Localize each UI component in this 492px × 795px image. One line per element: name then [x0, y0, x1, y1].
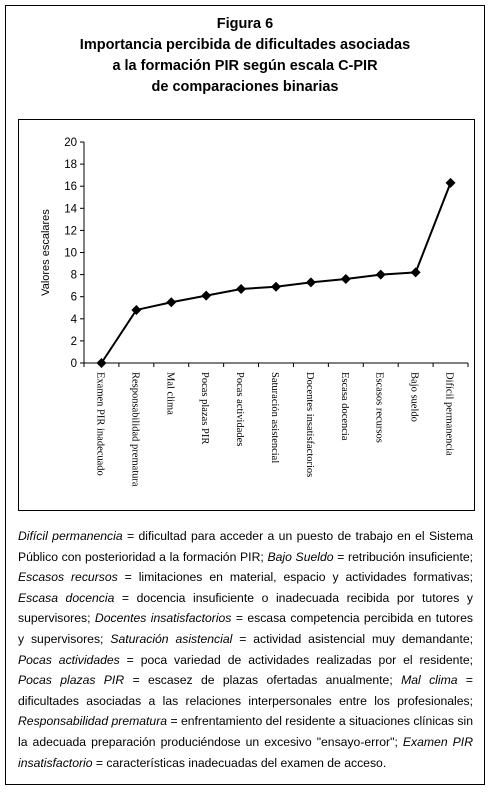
caption-text: = dificultad para acceder a un puesto de trabajo en el Sistema Público con posterioridad a la formación PIR;: [18, 529, 474, 564]
figure-title-line-2: a la formación PIR según escala C-PIR: [112, 58, 378, 74]
caption-term: Docentes insatisfactorios: [94, 611, 232, 626]
series-line: [101, 183, 450, 363]
caption-text: = escasa competencia percibida en tutores y supervisores;: [18, 611, 473, 646]
caption-text: = características inadecuadas del examen de acceso.: [92, 755, 387, 770]
caption-term: Saturación asistencial: [110, 631, 233, 646]
data-point: [446, 178, 456, 188]
y-axis-title: Valores escalares: [40, 209, 52, 296]
caption-text: = escasez de plazas ofertadas anualmente;: [124, 673, 402, 688]
caption-text: = actividad asistencial muy demandante;: [232, 631, 473, 646]
caption-text: = retribución insuficiente;: [333, 549, 473, 564]
x-tick-label: Pocas plazas PIR: [199, 372, 211, 445]
x-tick-label: Escasos recursos: [373, 372, 385, 443]
x-tick-label: Escasa docencia: [338, 372, 350, 441]
caption-text: = dificultades asociadas a las relaciones interpersonales entre los profesionales;: [18, 673, 473, 708]
data-point: [341, 274, 351, 284]
caption-term: Escasos recursos: [18, 570, 118, 585]
caption-term: Difícil permanencia: [18, 529, 123, 543]
figure-label: Figura 6: [216, 16, 274, 32]
x-tick-label: Pocas actividades: [234, 372, 246, 447]
x-tick-label: Responsabilidad prematura: [129, 372, 141, 487]
x-tick-label: Difícil permanencia: [443, 372, 455, 456]
data-point: [201, 291, 211, 301]
x-tick-label: Saturación asistencial: [269, 372, 280, 464]
y-tick-label: 0: [70, 358, 77, 370]
y-tick-label: 20: [64, 137, 77, 149]
figure-caption: [18, 526, 473, 773]
y-tick-label: 10: [64, 247, 77, 260]
caption-term: Escasa docencia: [18, 590, 115, 605]
y-tick-label: 6: [70, 291, 77, 304]
caption-text: = limitaciones en material, espacio y actividades formativas;: [117, 570, 473, 585]
y-tick-label: 2: [70, 335, 77, 348]
caption-term: Pocas actividades: [18, 652, 120, 667]
data-point: [376, 270, 386, 280]
y-tick-label: 16: [64, 181, 77, 194]
caption-text: = enfrentamiento del residente a situaciones clínicas sin la adecuada preparación produciéndose un excesivo "ensayo-error";: [18, 714, 473, 749]
caption-term: Mal clima: [401, 673, 458, 688]
line-chart: [19, 120, 474, 510]
figure-frame: [5, 5, 485, 785]
data-point: [411, 267, 421, 277]
caption-term: Responsabilidad prematura: [18, 714, 168, 729]
caption-text: = poca variedad de actividades realizadas por el residente;: [119, 652, 473, 667]
y-tick-label: 18: [64, 159, 77, 172]
chart-panel: [18, 119, 475, 511]
x-tick-label: Bajo sueldo: [408, 372, 420, 422]
y-tick-label: 8: [70, 269, 77, 282]
x-tick-label: Docentes insatisfactorios: [303, 372, 315, 478]
figure-title-block: [6, 14, 484, 98]
data-point: [306, 277, 316, 287]
caption-term: Examen PIR insatisfactorio: [18, 734, 473, 770]
caption-text: = docencia insuficiente o inadecuada recibida por tutores y supervisores;: [18, 590, 473, 626]
caption-term: Bajo Sueldo: [267, 549, 334, 564]
y-tick-label: 12: [64, 225, 77, 238]
data-point: [236, 284, 246, 294]
x-tick-label: Examen PIR inadecuado: [94, 372, 106, 476]
caption-term: Pocas plazas PIR: [18, 673, 125, 688]
figure-title-line-1: Importancia percibida de dificultades asociadas: [79, 37, 411, 53]
data-point: [271, 282, 281, 292]
y-tick-label: 14: [64, 203, 77, 216]
x-tick-label: Mal clima: [164, 372, 176, 415]
y-tick-label: 4: [70, 313, 77, 326]
data-point: [166, 297, 176, 307]
figure-title-line-3: de comparaciones binarias: [151, 79, 339, 95]
